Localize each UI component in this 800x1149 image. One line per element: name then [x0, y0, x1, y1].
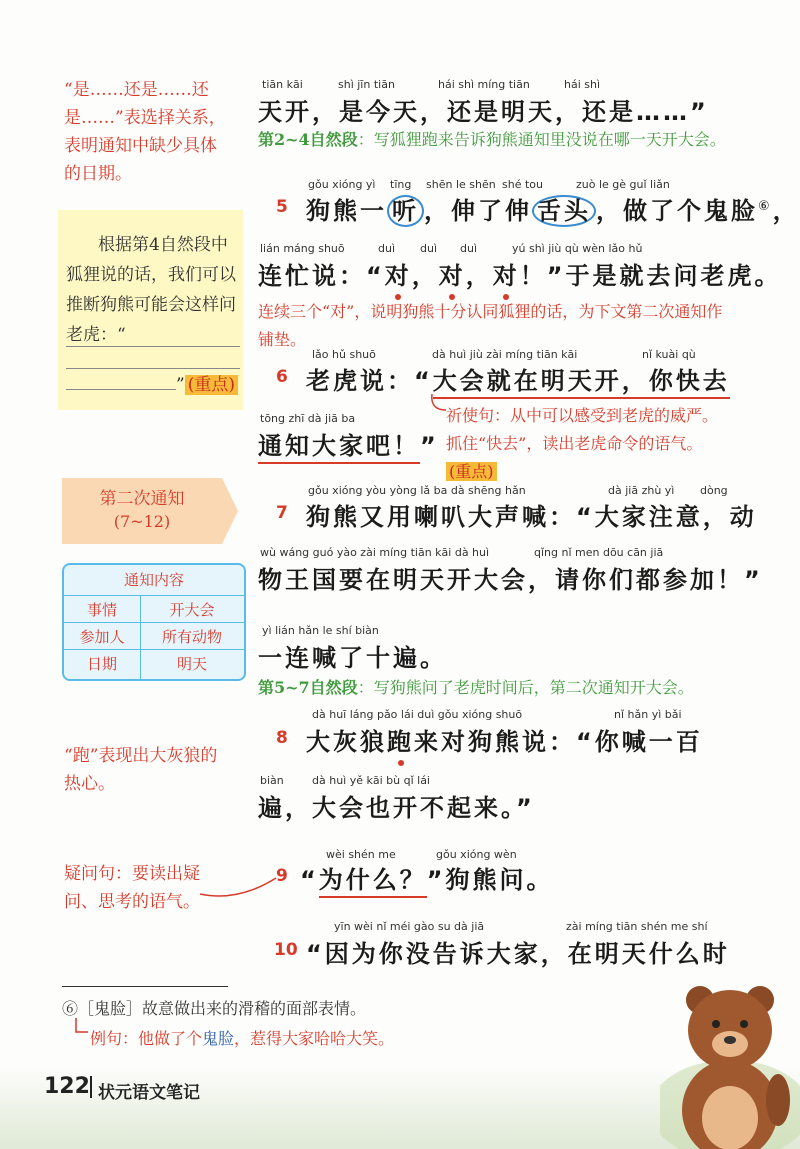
text-line: 天开，是今天，还是明天，还是……”	[258, 98, 709, 126]
footnote-mark: ⑥	[758, 199, 773, 214]
page-number: 122	[44, 1074, 90, 1099]
banner-range: (7~12)	[113, 512, 171, 531]
banner-title: 第二次通知	[99, 489, 185, 509]
question-box	[58, 210, 243, 410]
text-line: 连忙说：“对，对，对！”于是就去问老虎。	[258, 262, 782, 290]
emphasis-dot-word: 跑	[387, 728, 414, 756]
paragraph-number: 5	[276, 197, 288, 217]
text-line: 狗熊一 听 ，伸了伸 舌头 ，做了个鬼脸⑥，	[306, 197, 800, 225]
paragraph-number: 8	[276, 728, 288, 748]
question-sentence-note: 疑问句：要读出疑问、思考的语气。	[64, 864, 200, 912]
text-line: 一连喊了十遍。	[258, 644, 447, 672]
notice-content-table	[62, 563, 246, 681]
table-header: 通知内容	[123, 571, 184, 589]
selection-note: “是……还是……还是……”表选择关系，表明通知中缺少具体的日期。	[64, 80, 226, 184]
footnote: ⑥［鬼脸］故意做出来的滑稽的面部表情。	[62, 999, 367, 1018]
table-value: 所有动物	[161, 628, 222, 646]
emphasis-dot-word: 对	[384, 262, 412, 290]
paragraph-number: 7	[276, 503, 288, 523]
answer-line	[66, 368, 240, 369]
question-closing: ”	[176, 375, 185, 395]
book-title: 状元语文笔记	[98, 1083, 200, 1103]
text-line: 物王国要在明天开大会，请你们都参加！”	[258, 566, 763, 594]
emphasis-dot-word: 对	[438, 262, 466, 290]
key-point-tag: (重点)	[185, 375, 238, 395]
question-text: 根据第4自然段中狐狸说的话，我们可以推断狗熊可能会这样问老虎：“	[66, 235, 236, 345]
run-note: “跑”表现出大灰狼的热心。	[64, 746, 218, 794]
footnote-divider	[62, 986, 228, 987]
text-line: “因为你没告诉大家，在明天什么时	[306, 940, 730, 968]
table-value: 开大会	[169, 601, 215, 619]
text-line: 遍，大会也开不起来。”	[258, 794, 535, 822]
text-line: 老虎说：“大会就在明天开，你快去	[306, 361, 730, 396]
underlined-sentence: 大会就在明天开，你快去	[433, 367, 730, 399]
paragraph-number: 9	[276, 866, 288, 886]
bear-illustration	[660, 960, 800, 1149]
text-line: “为什么？”狗熊问。	[300, 860, 554, 895]
underlined-sentence: 通知大家吧！	[258, 432, 420, 464]
key-point-tag: (重点)	[446, 462, 497, 481]
connector-arrow	[72, 1016, 92, 1040]
text-line: 通知大家吧！”	[258, 426, 439, 461]
text-line: 大灰狼跑来对狗熊说：“你喊一百	[306, 728, 703, 756]
emphasis-dot-word: 对	[492, 262, 520, 290]
circled-word: 听	[387, 195, 424, 227]
answer-line	[66, 371, 176, 390]
paragraph-number: 10	[274, 940, 298, 960]
paragraph-number: 6	[276, 367, 288, 387]
table-value: 明天	[176, 655, 207, 673]
table-key: 事情	[86, 601, 117, 619]
circled-word: 舌头	[532, 195, 596, 227]
connector-arrow	[198, 872, 280, 902]
text-line: 狗熊又用喇叭大声喊：“大家注意，动	[306, 503, 757, 531]
footnote-example: 例句：他做了个鬼脸，惹得大家哈哈大笑。	[90, 1029, 395, 1048]
table-key: 日期	[86, 655, 117, 673]
table-key: 参加人	[79, 628, 125, 646]
answer-line	[66, 346, 240, 347]
paragraph-summary: 第5~7自然段：写狗熊问了老虎时间后，第二次通知开大会。	[258, 678, 694, 697]
repetition-note: 连续三个“对”，说明狗熊十分认同狐狸的话，为下文第二次通知作铺垫。	[258, 302, 723, 349]
imperative-note: 祈使句：从中可以感受到老虎的威严。抓住“快去”，读出老虎命令的语气。(重点)	[446, 406, 719, 481]
underlined-sentence: 为什么？	[319, 866, 427, 898]
second-notice-banner	[62, 478, 222, 544]
paragraph-summary: 第2~4自然段：写狐狸跑来告诉狗熊通知里没说在哪一天开大会。	[258, 130, 726, 149]
